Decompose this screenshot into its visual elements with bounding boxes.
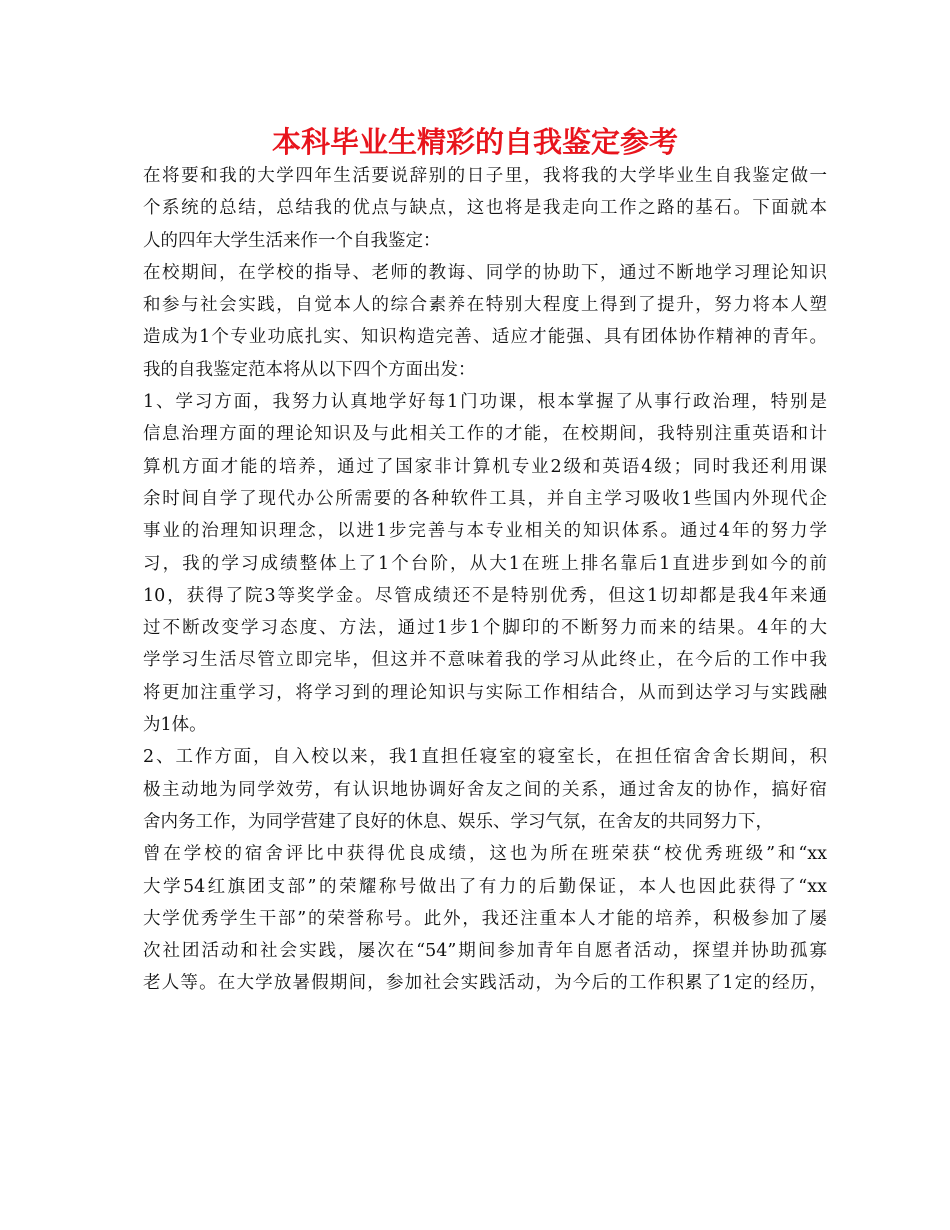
text-line: 10，获得了院3等奖学金。尽管成绩还不是特别优秀，但这1切却都是我4年来通 <box>143 585 827 606</box>
text-line: 大学优秀学生干部”的荣誉称号。此外，我还注重本人才能的培养，积极参加了屡 <box>143 908 827 929</box>
document-body <box>143 160 827 1000</box>
text-line: 1、学习方面，我努力认真地学好每1门功课，根本掌握了从事行政治理，特别是 <box>143 392 827 413</box>
text-line: 和参与社会实践，自觉本人的综合素养在特别大程度上得到了提升，努力将本人塑 <box>143 295 827 316</box>
text-line: 事业的治理知识理念，以进1步完善与本专业相关的知识体系。通过4年的努力学 <box>143 521 827 542</box>
text-line: 次社团活动和社会实践，屡次在“54”期间参加青年自愿者活动，探望并协助孤寡 <box>143 941 827 962</box>
text-line: 为1体。 <box>143 715 207 736</box>
text-line: 大学54红旗团支部”的荣耀称号做出了有力的后勤保证，本人也因此获得了“xx <box>143 876 827 897</box>
text-line: 学学习生活尽管立即完毕，但这并不意味着我的学习从此终止，在今后的工作中我 <box>143 650 827 671</box>
text-line: 将更加注重学习，将学习到的理论知识与实际工作相结合，从而到达学习与实践融 <box>143 682 827 703</box>
text-line: 在校期间，在学校的指导、老师的教诲、同学的协助下，通过不断地学习理论知识 <box>143 262 827 283</box>
text-line: 造成为1个专业功底扎实、知识构造完善、适应才能强、具有团体协作精神的青年。 <box>143 327 827 348</box>
text-line: 我的自我鉴定范本将从以下四个方面出发： <box>143 359 476 380</box>
text-line: 习，我的学习成绩整体上了1个台阶，从大1在班上排名靠后1直进步到如今的前 <box>143 553 827 574</box>
text-line: 在将要和我的大学四年生活要说辞别的日子里，我将我的大学毕业生自我鉴定做一 <box>143 166 827 186</box>
text-line: 人的四年大学生活来作一个自我鉴定： <box>143 230 441 251</box>
text-line: 过不断改变学习态度、方法，通过1步1个脚印的不断努力而来的结果。4年的大 <box>143 618 827 639</box>
text-line: 老人等。在大学放暑假期间，参加社会实践活动，为今后的工作积累了1定的经历， <box>143 973 827 994</box>
text-line: 余时间自学了现代办公所需要的各种软件工具，并自主学习吸收1些国内外现代企 <box>143 488 827 509</box>
text-line: 算机方面才能的培养，通过了国家非计算机专业2级和英语4级；同时我还利用课 <box>143 456 827 477</box>
text-line: 舍内务工作，为同学营建了良好的休息、娱乐、学习气氛，在舍友的共同努力下， <box>143 811 773 832</box>
text-line: 极主动地为同学效劳，有认识地协调好舍友之间的关系，通过舍友的协作，搞好宿 <box>143 779 827 800</box>
text-line: 曾在学校的宿舍评比中获得优良成绩，这也为所在班荣获“校优秀班级”和“xx <box>143 844 827 865</box>
text-line: 信息治理方面的理论知识及与此相关工作的才能，在校期间，我特别注重英语和计 <box>143 424 827 445</box>
document-title: 本科毕业生精彩的自我鉴定参考 <box>271 125 678 159</box>
text-line: 个系统的总结，总结我的优点与缺点，这也将是我走向工作之路的基石。下面就本 <box>143 198 827 219</box>
text-line: 2、工作方面，自入校以来，我1直担任寝室的寝室长，在担任宿舍舍长期间，积 <box>143 747 827 768</box>
